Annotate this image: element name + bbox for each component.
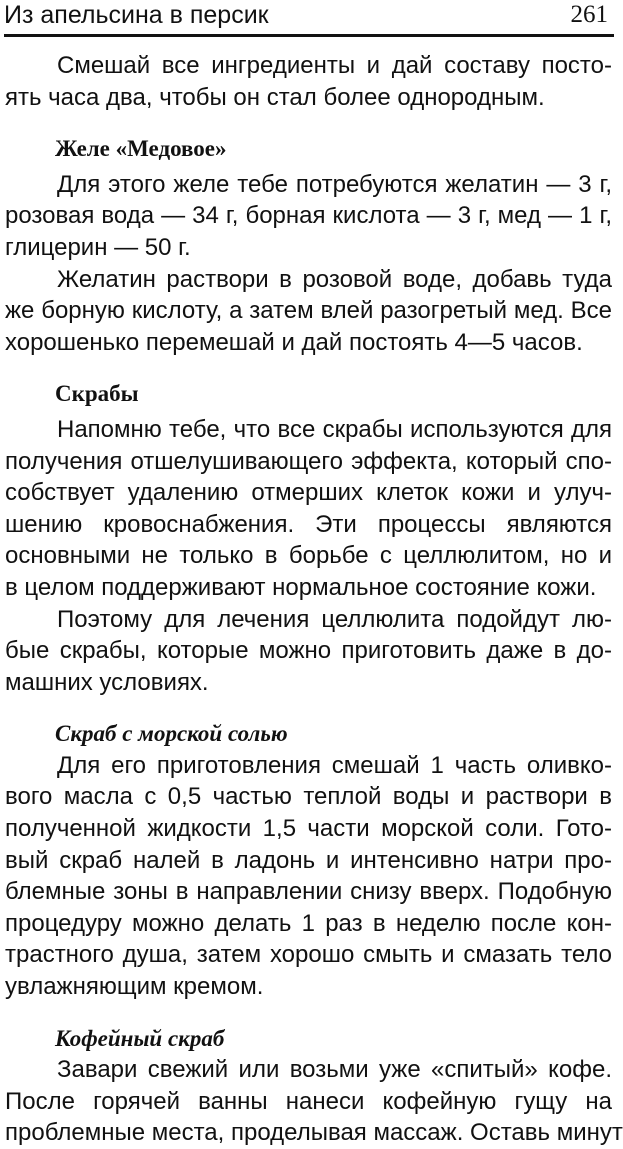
paragraph-scrubs-home xyxy=(5,604,612,699)
text-line: Поэтому для лечения целлюлита подойдут лю- xyxy=(57,605,612,633)
text-line: в целом поддерживают нормальное состояние кожи. xyxy=(5,573,597,601)
section-heading-jelly: Желе «Медовое» xyxy=(55,136,227,162)
paragraph-salt-scrub xyxy=(5,750,612,1003)
body-text xyxy=(5,50,623,1149)
paragraph-coffee-scrub xyxy=(5,1054,623,1149)
paragraph-intro xyxy=(5,50,612,113)
text-line: собствует удалению отмерших клеток кожи и улуч- xyxy=(5,479,612,507)
page-number: 261 xyxy=(570,1,608,28)
text-line: процедуру можно делать 1 раз в неделю после кон- xyxy=(5,909,612,937)
paragraph-jelly-method xyxy=(5,264,612,359)
text-line: хорошенько перемешай и дай постоять 4—5 часов. xyxy=(5,328,583,356)
text-line: Напомню тебе, что все скрабы используются для xyxy=(57,415,612,443)
text-line: получения отшелушивающего эффекта, который спо- xyxy=(5,447,612,475)
text-line: Завари свежий или возьми уже «спитый» кофе. xyxy=(57,1056,612,1084)
text-line: увлажняющим кремом. xyxy=(5,973,264,1001)
header-rule xyxy=(4,34,614,37)
text-line: полученной жидкости 1,5 части морской соли. Гото- xyxy=(5,815,612,843)
text-line: же борную кислоту, а затем влей разогретый мед. Все xyxy=(5,297,612,325)
text-line: блемные зоны в направлении снизу вверх. Подобную xyxy=(5,878,612,906)
running-title: Из апельсина в персик xyxy=(4,1,269,29)
section-heading-scrubs: Скрабы xyxy=(55,381,139,407)
text-line: вого масла с 0,5 частью теплой воды и раствори в xyxy=(5,783,612,811)
section-heading-coffee-scrub: Кофейный скраб xyxy=(55,1025,225,1051)
text-line: После горячей ванны нанеси кофейную гущу на xyxy=(5,1087,612,1115)
section-heading-salt-scrub: Скраб с морской солью xyxy=(55,721,288,747)
running-header xyxy=(4,0,608,30)
text-line: Для его приготовления смешай 1 часть оливко- xyxy=(57,751,612,779)
text-line: Смешай все ингредиенты и дай составу посто- xyxy=(57,52,612,79)
text-line: основными не только в борьбе с целлюлитом, но и xyxy=(5,542,612,570)
text-line: ять часа два, чтобы он стал более однородным. xyxy=(5,83,545,111)
text-line: проблемные места, проделывая массаж. Оставь минут xyxy=(5,1119,623,1147)
text-line: шению кровоснабжения. Эти процессы являются xyxy=(5,510,612,538)
paragraph-scrubs-intro xyxy=(5,414,612,604)
text-line: трастного душа, затем хорошо смыть и смазать тело xyxy=(5,941,612,969)
text-line: Для этого желе тебе потребуются желатин — 3 г, xyxy=(57,170,612,198)
text-line: Желатин раствори в розовой воде, добавь туда xyxy=(57,265,612,293)
text-line: бые скрабы, которые можно приготовить даже в до- xyxy=(5,637,612,665)
paragraph-jelly-ingredients xyxy=(5,169,612,264)
text-line: вый скраб налей в ладонь и интенсивно натри про- xyxy=(5,846,612,874)
text-line: розовая вода — 34 г, борная кислота — 3 г, мед — 1 г, xyxy=(5,202,612,230)
text-line: глицерин — 50 г. xyxy=(5,233,191,261)
text-line: машних условиях. xyxy=(5,668,209,696)
